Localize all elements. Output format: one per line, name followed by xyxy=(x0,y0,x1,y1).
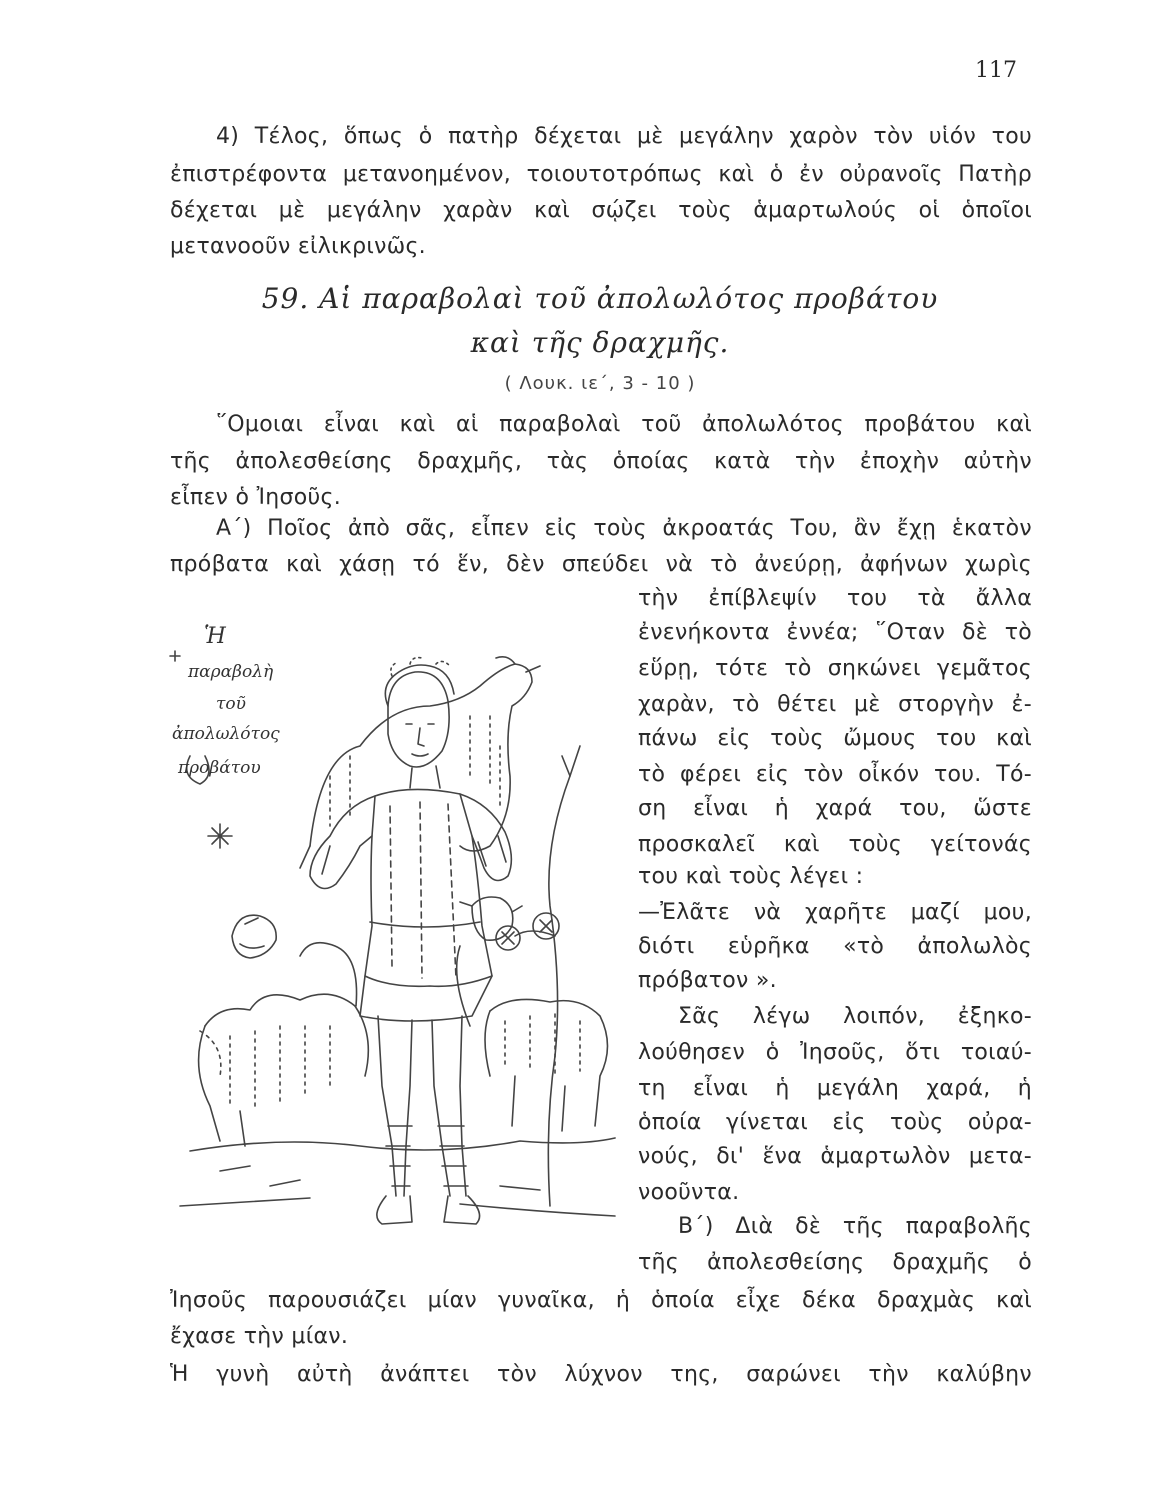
column-line: νοοῦντα. xyxy=(638,1180,740,1205)
good-shepherd-illustration xyxy=(160,606,630,1246)
scripture-reference: ( Λουκ. ιε΄, 3 - 10 ) xyxy=(504,373,696,394)
column-line: ὁποία γίνεται εἰς τοὺς οὐρα- xyxy=(638,1110,1032,1135)
paragraph-5-line: Ἡ γυνὴ αὐτὴ ἀνάπτει τὸν λύχνον της, σαρώνει τὴν καλύβην xyxy=(170,1362,1032,1387)
paragraph-4-line: ἔχασε τὴν μίαν. xyxy=(170,1324,349,1349)
paragraph-3-line: πρόβατα καὶ χάσῃ τό ἕν, δὲν σπεύδει νὰ τὸ ἀνεύρῃ, ἀφήνων χωρὶς xyxy=(170,552,1032,577)
column-line: τη εἶναι ἡ μεγάλη χαρά, ἡ xyxy=(638,1076,1032,1101)
paragraph-1-line: δέχεται μὲ μεγάλην χαρὰν καὶ σῴζει τοὺς ἁμαρτωλούς οἱ ὁποῖοι xyxy=(170,198,1032,223)
paragraph-1-line: ἐπιστρέφοντα μετανοημένον, τοιουτοτρόπως καὶ ὁ ἐν οὐρανοῖς Πατὴρ xyxy=(170,162,1032,187)
column-line: εὕρῃ, τότε τὸ σηκώνει γεμᾶτος xyxy=(638,656,1032,681)
column-line: Σᾶς λέγω λοιπόν, ἐξηκο- xyxy=(678,1004,1032,1029)
inscription-line: παραβολὴ xyxy=(188,662,274,682)
column-line: διότι εὑρῆκα «τὸ ἀπολωλὸς xyxy=(638,934,1032,959)
column-line: του καὶ τοὺς λέγει : xyxy=(638,864,864,889)
column-line: λούθησεν ὁ Ἰησοῦς, ὅτι τοιαύ- xyxy=(638,1040,1032,1065)
column-line: ση εἶναι ἡ χαρά του, ὥστε xyxy=(638,796,1032,821)
paragraph-2-line: τῆς ἀπολεσθείσης δραχμῆς, τὰς ὁποίας κατὰ τὴν ἐποχὴν αὐτὴν xyxy=(170,449,1032,474)
column-line: νούς, δι' ἕνα ἁμαρτωλὸν μετα- xyxy=(638,1144,1032,1169)
paragraph-2-line: ῞Ομοιαι εἶναι καὶ αἱ παραβολαὶ τοῦ ἀπολωλότος προβάτου καὶ xyxy=(216,412,1032,437)
inscription-line: τοῦ xyxy=(216,694,246,714)
column-line: τῆς ἀπολεσθείσης δραχμῆς ὁ xyxy=(638,1250,1032,1275)
inscription-line: ἀπολωλότος xyxy=(172,724,280,744)
paragraph-1-line: 4) Τέλος, ὅπως ὁ πατὴρ δέχεται μὲ μεγάλην χαρὸν τὸν υἱόν του xyxy=(216,124,1032,149)
column-line: χαρὰν, τὸ θέτει μὲ στοργὴν ἐ- xyxy=(638,692,1032,717)
page-number: 117 xyxy=(975,58,1017,83)
paragraph-1-line: μετανοοῦν εἰλικρινῶς. xyxy=(170,234,426,259)
column-line: Β΄) Διὰ δὲ τῆς παραβολῆς xyxy=(678,1214,1032,1239)
section-title-line-1: 59. Αἱ παραβολαὶ τοῦ ἀπολωλότος προβάτου xyxy=(261,282,939,315)
column-line: —Ἐλᾶτε νὰ χαρῆτε μαζί μου, xyxy=(638,900,1032,925)
section-title-line-2: καὶ τῆς δραχμῆς. xyxy=(470,326,730,359)
column-line: τὸ φέρει εἰς τὸν οἶκόν του. Τό- xyxy=(638,762,1032,787)
inscription-line: προβάτου xyxy=(178,758,261,778)
paragraph-4-line: Ἰησοῦς παρουσιάζει μίαν γυναῖκα, ἡ ὁποία εἶχε δέκα δραχμὰς καὶ xyxy=(170,1288,1032,1313)
column-line: τὴν ἐπίβλεψίν του τὰ ἄλλα xyxy=(638,586,1032,611)
column-line: πρόβατον ». xyxy=(638,968,777,993)
paragraph-2-line: εἶπεν ὁ Ἰησοῦς. xyxy=(170,485,342,510)
column-line: προσκαλεῖ καὶ τοὺς γείτονάς xyxy=(638,832,1032,857)
paragraph-3-line: Α΄) Ποῖος ἀπὸ σᾶς, εἶπεν εἰς τοὺς ἀκροατάς Του, ἂν ἔχῃ ἑκατὸν xyxy=(216,516,1032,541)
column-line: ἐνενήκοντα ἐννέα; ῞Οταν δὲ τὸ xyxy=(638,620,1032,645)
inscription-line: Ἡ xyxy=(204,624,226,649)
column-line: πάνω εἰς τοὺς ὤμους του καὶ xyxy=(638,726,1032,751)
